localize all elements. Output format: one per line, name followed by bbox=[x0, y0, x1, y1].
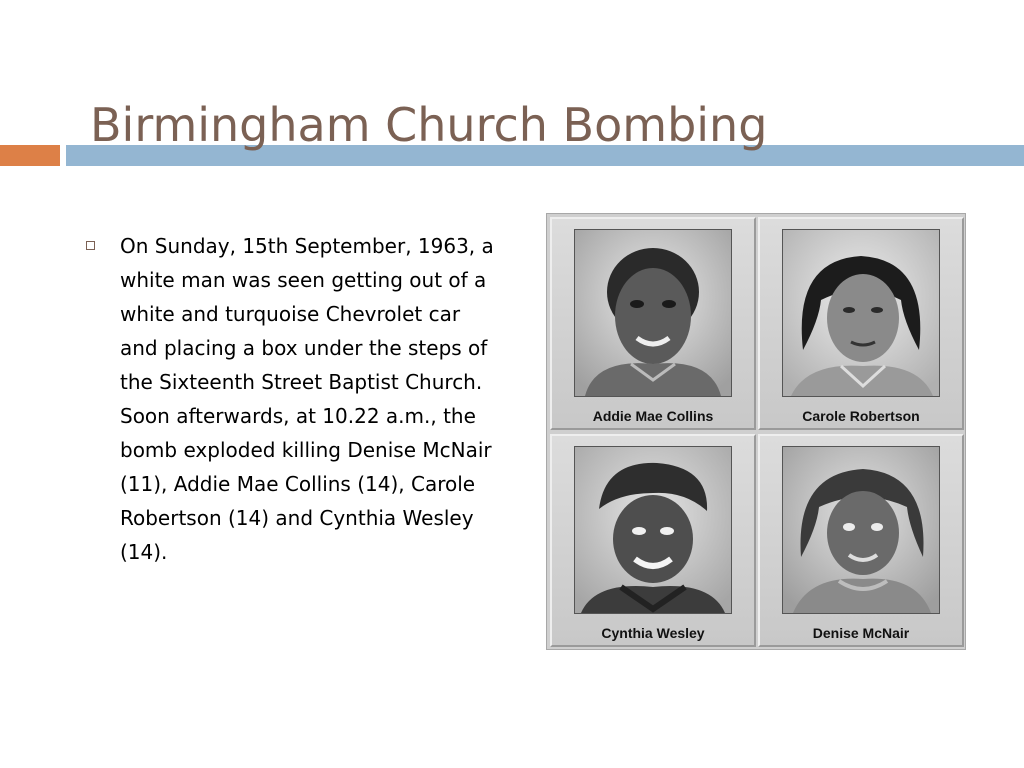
bullet-text: On Sunday, 15th September, 1963, a white man was seen getting out of a white and turquoise Chevrolet car and placing a box under the steps of the Sixteenth Street Baptist Church. Soon afterwards, at 10.22 a.m., the bomb exploded killing Denise McNair (11), Addie Mae Collins (14), Carole Robertson (14) and Cynthia Wesley (14). bbox=[120, 234, 494, 564]
photo-cell bbox=[758, 434, 964, 647]
portrait-photo bbox=[782, 446, 940, 614]
portrait-photo bbox=[574, 446, 732, 614]
photo-caption: Denise McNair bbox=[812, 625, 910, 641]
victims-photo-grid bbox=[546, 213, 966, 650]
photo-cell bbox=[758, 217, 964, 430]
photo-cell bbox=[550, 217, 756, 430]
square-bullet-icon bbox=[86, 241, 95, 250]
photo-cell bbox=[550, 434, 756, 647]
slide-title: Birmingham Church Bombing bbox=[90, 98, 768, 152]
photo-caption: Addie Mae Collins bbox=[592, 408, 714, 424]
portrait-photo bbox=[782, 229, 940, 397]
portrait-photo bbox=[574, 229, 732, 397]
accent-bar-orange bbox=[0, 145, 60, 166]
photo-caption: Carole Robertson bbox=[802, 408, 920, 424]
photo-caption: Cynthia Wesley bbox=[601, 625, 705, 641]
bullet-item bbox=[86, 229, 506, 569]
slide-body bbox=[86, 229, 506, 569]
